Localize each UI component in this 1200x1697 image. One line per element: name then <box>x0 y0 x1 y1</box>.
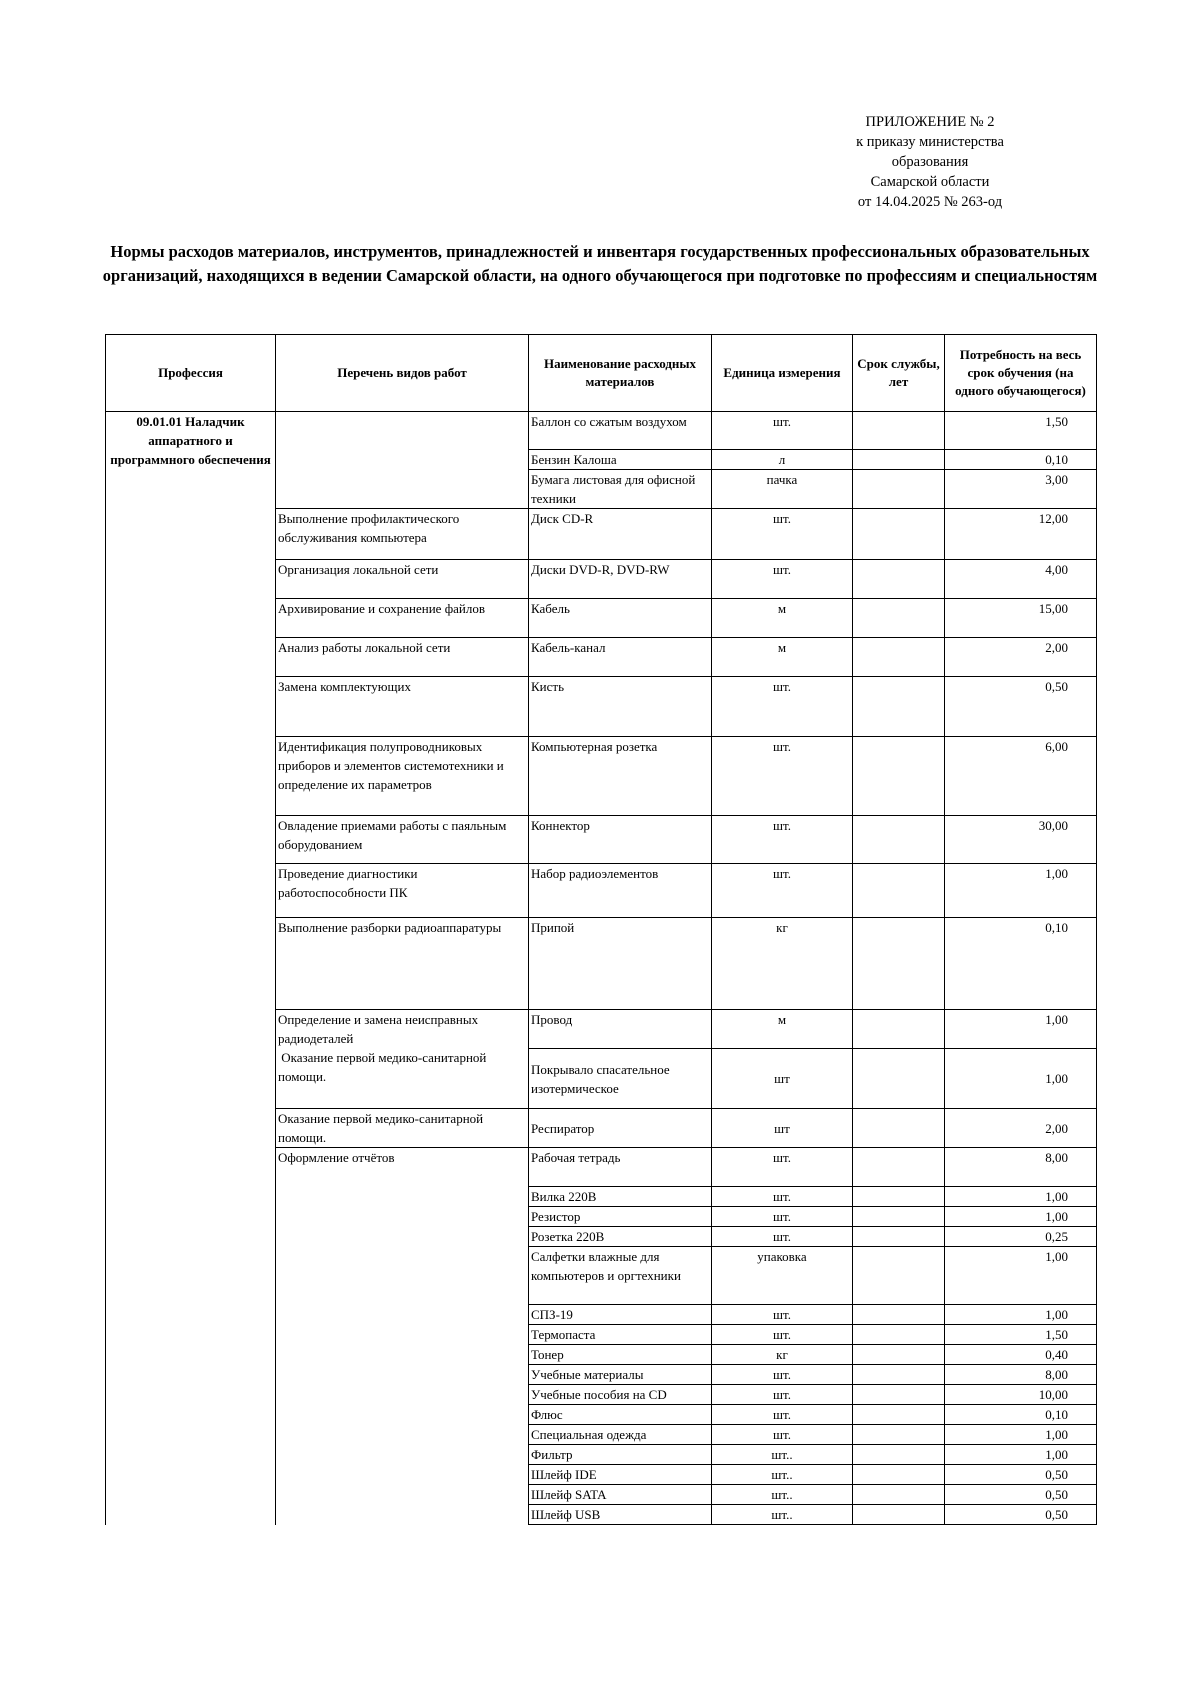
need-cell: 6,00 <box>945 737 1097 816</box>
work-cell: Оказание первой медико-санитарной помощи. <box>276 1109 529 1148</box>
material-cell: Учебные материалы <box>529 1365 712 1385</box>
work-cell: Выполнение профилактического обслуживания компьютера <box>276 509 529 560</box>
unit-cell: л <box>712 450 853 470</box>
unit-cell: шт. <box>712 1365 853 1385</box>
need-cell: 0,50 <box>945 1465 1097 1485</box>
service-cell <box>853 1485 945 1505</box>
work-cell: Определение и замена неисправных радиодеталей Оказание первой медико-санитарной помощи. <box>276 1010 529 1109</box>
table-row <box>106 412 1097 450</box>
need-cell: 1,00 <box>945 1187 1097 1207</box>
need-cell: 1,00 <box>945 864 1097 918</box>
need-cell: 8,00 <box>945 1148 1097 1187</box>
service-cell <box>853 1247 945 1305</box>
header-unit: Единица измерения <box>712 335 853 412</box>
need-cell: 2,00 <box>945 1109 1097 1148</box>
service-cell <box>853 1385 945 1405</box>
header-profession: Профессия <box>106 335 276 412</box>
material-cell: СПЗ-19 <box>529 1305 712 1325</box>
header-material: Наименование расходных материалов <box>529 335 712 412</box>
material-cell: Набор радиоэлементов <box>529 864 712 918</box>
material-cell: Компьютерная розетка <box>529 737 712 816</box>
unit-cell: кг <box>712 918 853 1010</box>
unit-cell: шт. <box>712 1385 853 1405</box>
material-cell: Бумага листовая для офисной техники <box>529 470 712 509</box>
need-cell: 0,10 <box>945 1405 1097 1425</box>
material-cell: Розетка 220В <box>529 1227 712 1247</box>
service-cell <box>853 1325 945 1345</box>
need-cell: 0,40 <box>945 1345 1097 1365</box>
need-cell: 3,00 <box>945 470 1097 509</box>
appendix-number: ПРИЛОЖЕНИЕ № 2 <box>865 114 995 130</box>
unit-cell: м <box>712 599 853 638</box>
work-cell: Анализ работы локальной сети <box>276 638 529 677</box>
service-cell <box>853 1465 945 1485</box>
header-service-life: Срок службы, лет <box>853 335 945 412</box>
need-cell: 0,50 <box>945 1505 1097 1525</box>
material-cell: Диски DVD-R, DVD-RW <box>529 560 712 599</box>
service-cell <box>853 450 945 470</box>
unit-cell: шт.. <box>712 1505 853 1525</box>
unit-cell: шт.. <box>712 1445 853 1465</box>
material-cell: Кабель <box>529 599 712 638</box>
service-cell <box>853 864 945 918</box>
unit-cell: упаковка <box>712 1247 853 1305</box>
unit-cell: шт. <box>712 1148 853 1187</box>
material-cell: Фильтр <box>529 1445 712 1465</box>
need-cell: 1,50 <box>945 412 1097 450</box>
service-cell <box>853 1305 945 1325</box>
material-cell: Учебные пособия на CD <box>529 1385 712 1405</box>
service-cell <box>853 677 945 737</box>
work-cell: Архивирование и сохранение файлов <box>276 599 529 638</box>
unit-cell: шт. <box>712 1405 853 1425</box>
unit-cell: шт. <box>712 1207 853 1227</box>
material-cell: Термопаста <box>529 1325 712 1345</box>
material-cell: Шлейф IDE <box>529 1465 712 1485</box>
work-cell <box>276 412 529 509</box>
material-cell: Бензин Калоша <box>529 450 712 470</box>
appendix-region: Самарской области <box>870 174 990 190</box>
work-cell: Оформление отчётов <box>276 1148 529 1525</box>
material-cell: Баллон со сжатым воздухом <box>529 412 712 450</box>
service-cell <box>853 1207 945 1227</box>
unit-cell: шт.. <box>712 1485 853 1505</box>
material-cell: Специальная одежда <box>529 1425 712 1445</box>
work-cell: Замена комплектующих <box>276 677 529 737</box>
need-cell: 15,00 <box>945 599 1097 638</box>
material-cell: Кабель-канал <box>529 638 712 677</box>
need-cell: 0,50 <box>945 1485 1097 1505</box>
unit-cell: шт <box>712 1049 853 1109</box>
unit-cell: шт. <box>712 1305 853 1325</box>
need-cell: 1,00 <box>945 1425 1097 1445</box>
unit-cell: шт. <box>712 864 853 918</box>
service-cell <box>853 599 945 638</box>
material-cell: Провод <box>529 1010 712 1049</box>
need-cell: 1,00 <box>945 1207 1097 1227</box>
service-cell <box>853 470 945 509</box>
work-cell: Проведение диагностики работоспособности ПК <box>276 864 529 918</box>
unit-cell: шт.. <box>712 1465 853 1485</box>
material-cell: Припой <box>529 918 712 1010</box>
unit-cell: шт <box>712 1109 853 1148</box>
unit-cell: шт. <box>712 509 853 560</box>
material-cell: Шлейф USB <box>529 1505 712 1525</box>
work-cell: Организация локальной сети <box>276 560 529 599</box>
table-header-row <box>106 335 1097 412</box>
appendix-header <box>780 112 1080 212</box>
need-cell: 0,10 <box>945 450 1097 470</box>
service-cell <box>853 1445 945 1465</box>
unit-cell: кг <box>712 1345 853 1365</box>
material-cell: Резистор <box>529 1207 712 1227</box>
need-cell: 12,00 <box>945 509 1097 560</box>
work-cell: Выполнение разборки радиоаппаратуры <box>276 918 529 1010</box>
service-cell <box>853 509 945 560</box>
unit-cell: шт. <box>712 1425 853 1445</box>
material-cell: Шлейф SATA <box>529 1485 712 1505</box>
need-cell: 1,00 <box>945 1445 1097 1465</box>
appendix-ministry: образования <box>891 154 969 170</box>
header-works: Перечень видов работ <box>276 335 529 412</box>
service-cell <box>853 1109 945 1148</box>
service-cell <box>853 1505 945 1525</box>
material-cell: Флюс <box>529 1405 712 1425</box>
service-cell <box>853 1405 945 1425</box>
document-title: Нормы расходов материалов, инструментов, принадлежностей и инвентаря государственных профессиональных образовательных организаций, находящихся в ведении Самарской области, на одного обучающегося при подготовке по профессиям и специальностям <box>102 242 1098 285</box>
service-cell <box>853 1345 945 1365</box>
service-cell <box>853 737 945 816</box>
need-cell: 4,00 <box>945 560 1097 599</box>
appendix-order: к приказу министерства <box>856 134 1004 150</box>
material-cell: Салфетки влажные для компьютеров и оргтехники <box>529 1247 712 1305</box>
unit-cell: шт. <box>712 412 853 450</box>
service-cell <box>853 1010 945 1049</box>
material-cell: Коннектор <box>529 816 712 864</box>
need-cell: 30,00 <box>945 816 1097 864</box>
need-cell: 1,00 <box>945 1049 1097 1109</box>
service-cell <box>853 816 945 864</box>
material-cell: Респиратор <box>529 1109 712 1148</box>
service-cell <box>853 560 945 599</box>
material-cell: Покрывало спасательное изотермическое <box>529 1049 712 1109</box>
unit-cell: м <box>712 1010 853 1049</box>
unit-cell: пачка <box>712 470 853 509</box>
need-cell: 1,50 <box>945 1325 1097 1345</box>
need-cell: 8,00 <box>945 1365 1097 1385</box>
service-cell <box>853 638 945 677</box>
unit-cell: шт. <box>712 560 853 599</box>
service-cell <box>853 1425 945 1445</box>
work-cell: Овладение приемами работы с паяльным оборудованием <box>276 816 529 864</box>
unit-cell: шт. <box>712 677 853 737</box>
unit-cell: шт. <box>712 1187 853 1207</box>
unit-cell: шт. <box>712 816 853 864</box>
material-cell: Кисть <box>529 677 712 737</box>
profession-cell: 09.01.01 Наладчик аппаратного и программного обеспечения <box>106 412 276 1525</box>
service-cell <box>853 1365 945 1385</box>
service-cell <box>853 918 945 1010</box>
need-cell: 1,00 <box>945 1305 1097 1325</box>
unit-cell: м <box>712 638 853 677</box>
appendix-date: от 14.04.2025 № 263-од <box>857 194 1003 210</box>
need-cell: 1,00 <box>945 1010 1097 1049</box>
need-cell: 0,50 <box>945 677 1097 737</box>
header-need: Потребность на весь срок обучения (на одного обучающегося) <box>945 335 1097 412</box>
service-cell <box>853 412 945 450</box>
service-cell <box>853 1187 945 1207</box>
unit-cell: шт. <box>712 737 853 816</box>
unit-cell: шт. <box>712 1325 853 1345</box>
material-cell: Вилка 220В <box>529 1187 712 1207</box>
material-cell: Диск CD-R <box>529 509 712 560</box>
service-cell <box>853 1049 945 1109</box>
norms-table <box>105 334 1097 1525</box>
unit-cell: шт. <box>712 1227 853 1247</box>
service-cell <box>853 1148 945 1187</box>
material-cell: Рабочая тетрадь <box>529 1148 712 1187</box>
need-cell: 10,00 <box>945 1385 1097 1405</box>
service-cell <box>853 1227 945 1247</box>
work-cell: Идентификация полупроводниковых приборов и элементов системотехники и определение их параметров <box>276 737 529 816</box>
need-cell: 1,00 <box>945 1247 1097 1305</box>
need-cell: 2,00 <box>945 638 1097 677</box>
need-cell: 0,10 <box>945 918 1097 1010</box>
need-cell: 0,25 <box>945 1227 1097 1247</box>
material-cell: Тонер <box>529 1345 712 1365</box>
